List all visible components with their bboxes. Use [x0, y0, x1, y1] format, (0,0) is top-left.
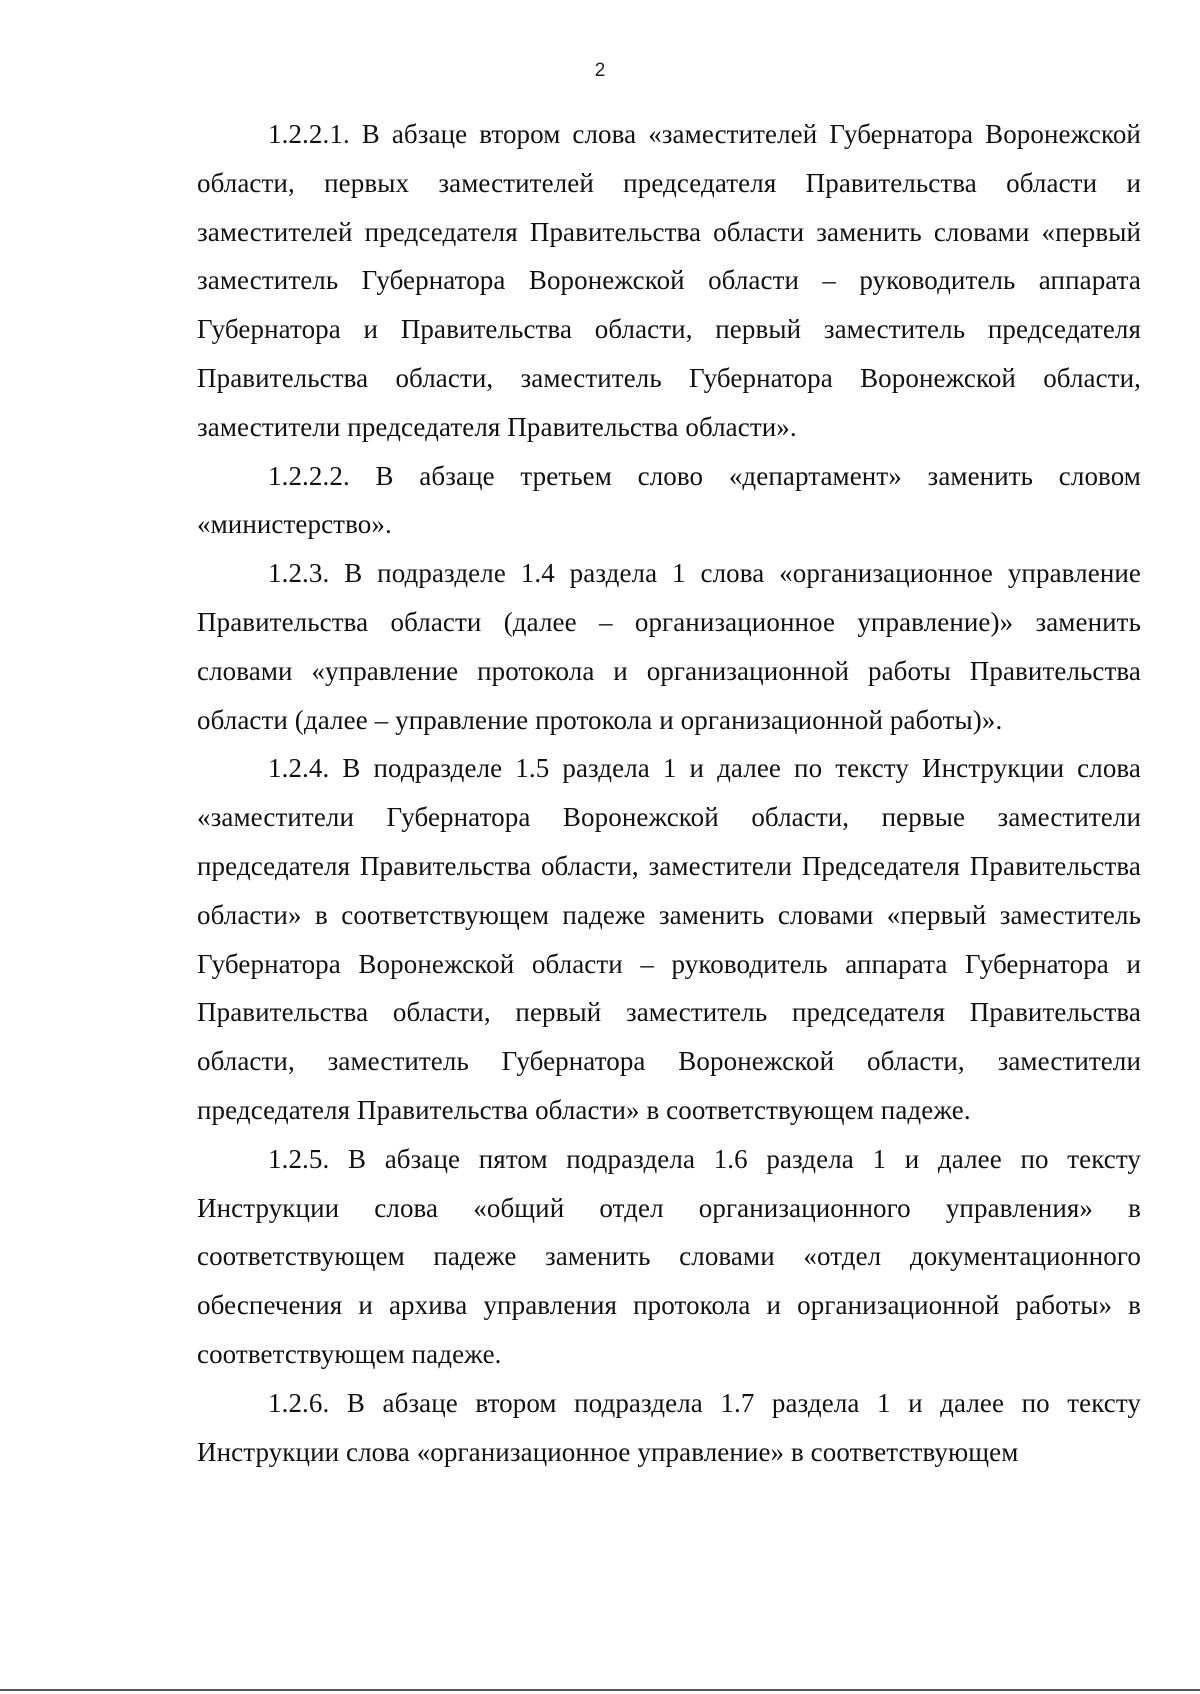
page-number: 2 — [594, 60, 606, 81]
paragraph-1-2-5: 1.2.5. В абзаце пятом подраздела 1.6 раздела 1 и далее по тексту Инструкции слова «общий отдел организационного управления» в соответствующем падеже заменить словами «отдел документационного обеспечения и архива управления протокола и организационной работы» в соответствующем падеже. — [197, 1143, 1141, 1369]
paragraph-1-2-3: 1.2.3. В подразделе 1.4 раздела 1 слова «организационное управление Правительства области (далее – организационное управление)» заменить словами «управление протокола и организационной работы Правительства области (далее – управление протокола и организационной работы)». — [197, 558, 1141, 735]
document-body — [197, 110, 1141, 1476]
paragraph-1-2-2-1: 1.2.2.1. В абзаце втором слова «заместителей Губернатора Воронежской области, первых заместителей председателя Правительства области и заместителей председателя Правительства области заменить словами «первый заместитель Губернатора Воронежской области – руководитель аппарата Губернатора и Правительства области, первый заместитель председателя Правительства области, заместитель Губернатора Воронежской области, заместители председателя Правительства области». — [197, 119, 1141, 442]
paragraph-1-2-4: 1.2.4. В подразделе 1.5 раздела 1 и далее по тексту Инструкции слова «заместители Губернатора Воронежской области, первые заместители председателя Правительства области, заместители Председателя Правительства области» в соответствующем падеже заменить словами «первый заместитель Губернатора Воронежской области – руководитель аппарата Губернатора и Правительства области, первый заместитель председателя Правительства области, заместитель Губернатора Воронежской области, заместители председателя Правительства области» в соответствующем падеже. — [197, 753, 1141, 1125]
paragraph-1-2-6: 1.2.6. В абзаце втором подраздела 1.7 раздела 1 и далее по тексту Инструкции слова «организационное управление» в соответствующем — [197, 1387, 1141, 1467]
page-bottom-edge — [0, 1689, 1200, 1691]
paragraph-1-2-2-2: 1.2.2.2. В абзаце третьем слово «департамент» заменить словом «министерство». — [197, 460, 1141, 540]
